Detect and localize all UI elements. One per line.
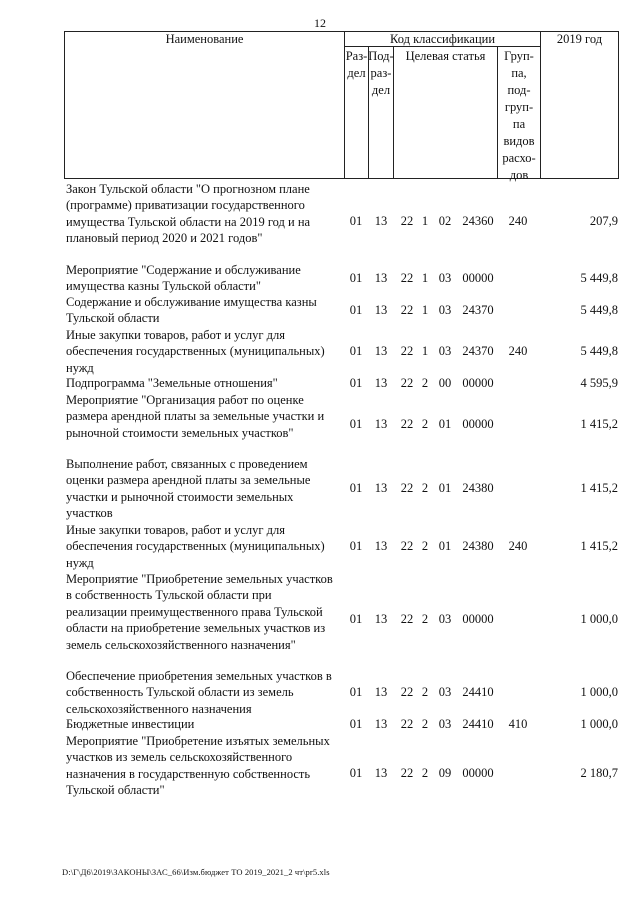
row-target-event: 01 <box>438 481 452 495</box>
row-target-program: 22 <box>400 612 414 626</box>
row-expense-group: 240 <box>508 214 528 228</box>
row-target-subprogram: 1 <box>421 303 429 317</box>
row-name-line: реализации преимущественного права Тульской <box>66 604 323 619</box>
row-amount: 1 415,2 <box>580 539 618 553</box>
row-amount: 1 000,0 <box>580 612 618 626</box>
row-name-line: Иные закупки товаров, работ и услуг для <box>66 523 286 537</box>
row-amount: 1 415,2 <box>580 481 618 495</box>
row-expense-group: 410 <box>508 717 528 731</box>
row-razdel: 01 <box>349 271 363 285</box>
row-name-line: Мероприятие "Приобретение земельных участков <box>66 572 333 586</box>
row-name <box>66 392 346 441</box>
header-group-line: расхо- <box>502 151 536 165</box>
row-name-line: области на приобретение земельных участков из <box>66 621 326 636</box>
row-name-line: Мероприятие "Приобретение изъятых земельных <box>66 734 330 748</box>
row-target-program: 22 <box>400 271 414 285</box>
row-target-subprogram: 2 <box>421 481 429 495</box>
row-name <box>66 181 346 247</box>
row-name-line: Подпрограмма "Земельные отношения" <box>66 376 278 390</box>
row-podrazdel: 13 <box>374 303 388 317</box>
row-razdel: 01 <box>349 481 363 495</box>
row-name-line: Содержание и обслуживание имущества казны <box>66 295 317 309</box>
row-expense-group: 240 <box>508 344 528 358</box>
row-target-program: 22 <box>400 344 414 358</box>
row-target-program: 22 <box>400 481 414 495</box>
row-target-direction: 24410 <box>462 717 494 731</box>
row-target-direction: 00000 <box>462 766 494 780</box>
row-name <box>66 375 346 391</box>
row-target-direction: 24410 <box>462 685 494 699</box>
row-podrazdel: 13 <box>374 344 388 358</box>
header-group-line: под- <box>507 83 531 97</box>
page-number: 12 <box>314 16 326 30</box>
row-name <box>66 456 346 522</box>
row-target-event: 03 <box>438 685 452 699</box>
header-group-line: груп- <box>504 100 534 114</box>
row-name-line: Бюджетные инвестиции <box>66 717 195 731</box>
row-target-direction: 00000 <box>462 271 494 285</box>
row-target-direction: 24380 <box>462 481 494 495</box>
row-name-line: Тульской области <box>66 311 160 326</box>
row-podrazdel: 13 <box>374 539 388 553</box>
row-name <box>66 522 346 571</box>
row-target-subprogram: 1 <box>421 214 429 228</box>
row-razdel: 01 <box>349 685 363 699</box>
header-year-cell <box>540 31 619 179</box>
row-name <box>66 262 346 295</box>
row-target-direction: 24370 <box>462 344 494 358</box>
header-group-line: па <box>512 117 526 131</box>
row-name-line: собственность Тульской области из земель <box>66 685 294 700</box>
row-target-subprogram: 2 <box>421 612 429 626</box>
row-name-line: размера арендной платы за земельные участки и <box>66 409 325 424</box>
row-amount: 4 595,9 <box>580 376 618 390</box>
header-name-cell <box>64 31 345 179</box>
row-name-line: земель сельскохозяйственного назначения" <box>66 637 296 652</box>
header-group-line: видов <box>503 134 535 148</box>
row-name-line: участков из земель сельскохозяйственного <box>66 750 293 765</box>
row-name-line: участки и рыночной стоимости земельных <box>66 489 294 504</box>
row-target-event: 03 <box>438 717 452 731</box>
table-header <box>64 31 619 182</box>
row-name-line: плановый период 2020 и 2021 годов" <box>66 231 263 246</box>
row-name-line: в собственность Тульской области при <box>66 588 272 603</box>
row-razdel: 01 <box>349 612 363 626</box>
row-razdel: 01 <box>349 214 363 228</box>
header-razdel-label <box>344 48 369 82</box>
row-target-subprogram: 2 <box>421 685 429 699</box>
row-target-program: 22 <box>400 717 414 731</box>
row-name <box>66 294 346 327</box>
row-name-line: Иные закупки товаров, работ и услуг для <box>66 328 286 342</box>
row-name-line: Мероприятие "Организация работ по оценке <box>66 393 304 407</box>
row-name-line: рыночной стоимости земельных участков" <box>66 425 294 440</box>
row-target-event: 01 <box>438 539 452 553</box>
row-name-line: (программе) приватизации государственного <box>66 198 305 213</box>
header-razdel-line: Раз- <box>345 49 368 63</box>
row-name-line: Выполнение работ, связанных с проведением <box>66 457 308 471</box>
row-name-line: Тульской области" <box>66 783 165 798</box>
row-target-program: 22 <box>400 303 414 317</box>
row-razdel: 01 <box>349 539 363 553</box>
row-amount: 5 449,8 <box>580 344 618 358</box>
header-target-cell <box>393 46 498 179</box>
header-target-label: Целевая статья <box>405 49 486 63</box>
row-amount: 5 449,8 <box>580 271 618 285</box>
row-amount: 2 180,7 <box>580 766 618 780</box>
header-podrazdel-line: Под- <box>368 49 394 63</box>
row-name-line: нужд <box>66 360 94 375</box>
row-target-event: 01 <box>438 417 452 431</box>
row-target-subprogram: 2 <box>421 376 429 390</box>
header-razdel-line: дел <box>347 66 366 80</box>
row-name-line: назначения в государственную собственность <box>66 766 311 781</box>
row-name-line: обеспечения государственных (муниципальных) <box>66 539 325 554</box>
row-name-line: оценки размера арендной платы за земельные <box>66 473 311 488</box>
row-target-event: 09 <box>438 766 452 780</box>
row-target-event: 03 <box>438 303 452 317</box>
row-target-event: 03 <box>438 271 452 285</box>
row-podrazdel: 13 <box>374 376 388 390</box>
row-target-program: 22 <box>400 417 414 431</box>
row-podrazdel: 13 <box>374 271 388 285</box>
row-amount: 1 000,0 <box>580 685 618 699</box>
row-target-direction: 00000 <box>462 417 494 431</box>
row-amount: 207,9 <box>589 214 618 228</box>
row-name-line: имущества казны Тульской области" <box>66 279 261 294</box>
row-podrazdel: 13 <box>374 685 388 699</box>
header-group-line: дов <box>509 168 529 182</box>
row-target-program: 22 <box>400 214 414 228</box>
row-target-subprogram: 1 <box>421 271 429 285</box>
header-group-label <box>497 48 541 184</box>
row-name-line: обеспечения государственных (муниципальных) <box>66 344 325 359</box>
row-podrazdel: 13 <box>374 481 388 495</box>
row-razdel: 01 <box>349 417 363 431</box>
row-target-event: 00 <box>438 376 452 390</box>
row-amount: 1 415,2 <box>580 417 618 431</box>
row-expense-group: 240 <box>508 539 528 553</box>
row-target-direction: 00000 <box>462 612 494 626</box>
row-podrazdel: 13 <box>374 612 388 626</box>
row-target-subprogram: 2 <box>421 766 429 780</box>
header-group-line: па, <box>511 66 527 80</box>
row-razdel: 01 <box>349 303 363 317</box>
row-target-program: 22 <box>400 539 414 553</box>
row-name <box>66 668 346 717</box>
row-target-subprogram: 2 <box>421 417 429 431</box>
header-year-label: 2019 год <box>556 32 603 46</box>
row-target-direction: 24370 <box>462 303 494 317</box>
row-name-line: Обеспечение приобретения земельных участков в <box>66 669 332 683</box>
row-razdel: 01 <box>349 376 363 390</box>
row-podrazdel: 13 <box>374 214 388 228</box>
row-podrazdel: 13 <box>374 766 388 780</box>
row-podrazdel: 13 <box>374 417 388 431</box>
row-amount: 5 449,8 <box>580 303 618 317</box>
header-podrazdel-line: раз- <box>370 66 392 80</box>
row-target-program: 22 <box>400 766 414 780</box>
row-target-direction: 24380 <box>462 539 494 553</box>
file-path-footer: D:\Г\Д6\2019\ЗАКОНЫ\ЗАС_66\Изм.бюджет ТО 2019_2021_2 чт\pr5.xls <box>62 867 330 877</box>
row-podrazdel: 13 <box>374 717 388 731</box>
row-target-event: 03 <box>438 612 452 626</box>
row-name <box>66 571 346 653</box>
row-target-event: 02 <box>438 214 452 228</box>
header-classification-label: Код классификации <box>389 32 496 46</box>
row-name-line: нужд <box>66 555 94 570</box>
row-name-line: участков <box>66 506 113 521</box>
row-target-program: 22 <box>400 376 414 390</box>
row-target-direction: 00000 <box>462 376 494 390</box>
row-target-direction: 24360 <box>462 214 494 228</box>
row-razdel: 01 <box>349 766 363 780</box>
header-group-line: Груп- <box>504 49 534 63</box>
row-name-line: имущества Тульской области на 2019 год и на <box>66 214 311 229</box>
row-razdel: 01 <box>349 344 363 358</box>
header-podrazdel-label <box>368 48 394 99</box>
row-name-line: Мероприятие "Содержание и обслуживание <box>66 263 301 277</box>
row-target-program: 22 <box>400 685 414 699</box>
row-name <box>66 733 346 799</box>
row-name <box>66 716 346 732</box>
row-name-line: Закон Тульской области "О прогнозном плане <box>66 182 310 196</box>
header-name-label: Наименование <box>165 32 244 46</box>
row-name <box>66 327 346 376</box>
row-amount: 1 000,0 <box>580 717 618 731</box>
row-target-subprogram: 2 <box>421 717 429 731</box>
row-target-subprogram: 1 <box>421 344 429 358</box>
row-razdel: 01 <box>349 717 363 731</box>
row-target-subprogram: 2 <box>421 539 429 553</box>
row-name-line: сельскохозяйственного назначения <box>66 701 252 716</box>
row-target-event: 03 <box>438 344 452 358</box>
header-podrazdel-line: дел <box>371 83 391 97</box>
